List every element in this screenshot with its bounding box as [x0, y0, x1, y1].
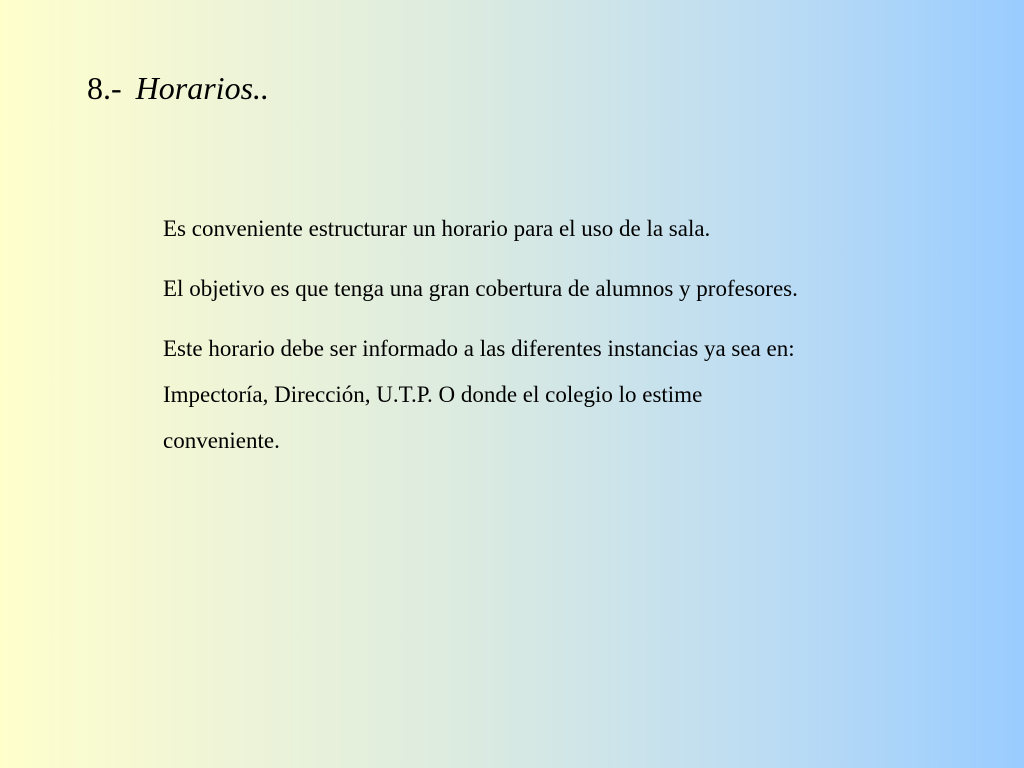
title-number: 8.- — [87, 70, 122, 106]
title-text: Horarios.. — [135, 70, 270, 106]
paragraph-objective: El objetivo es que tenga una gran cobertura de alumnos y profesores. — [163, 276, 798, 301]
slide-title — [87, 66, 269, 110]
slide-body — [163, 206, 823, 478]
paragraph-inform-instances: Este horario debe ser informado a las diferentes instancias ya sea en: Impectoría, Dirección, U.T.P. O donde el colegio lo estime conveniente. — [163, 336, 795, 453]
paragraph-schedule-structure: Es conveniente estructurar un horario para el uso de la sala. — [163, 216, 711, 241]
